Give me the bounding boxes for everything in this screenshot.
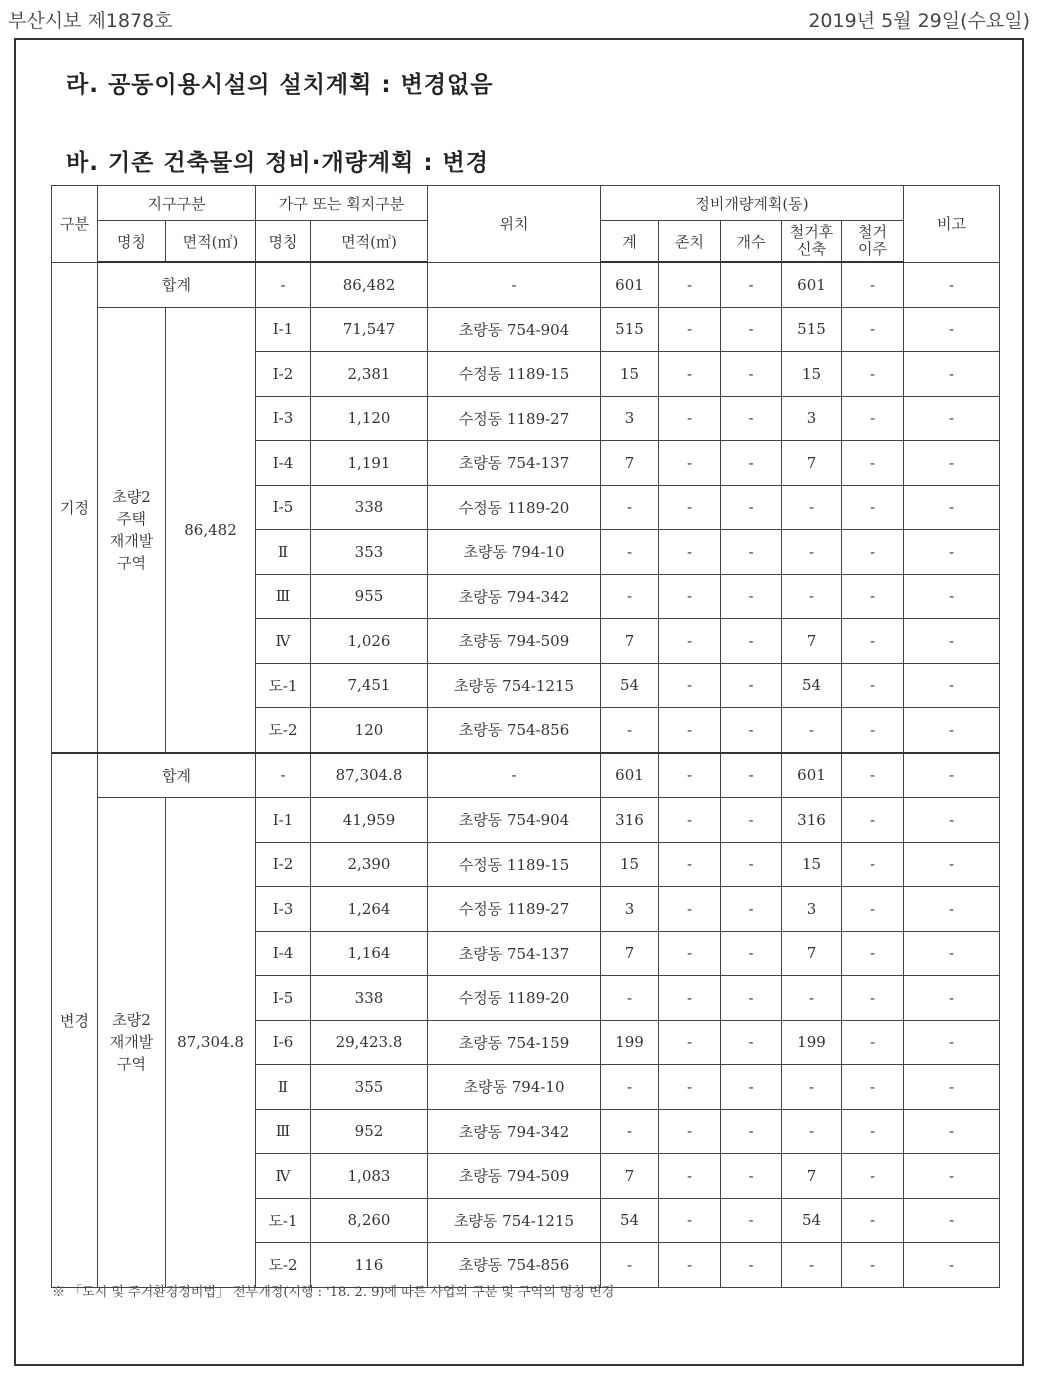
keep-cell: - <box>659 842 721 887</box>
district-name <box>98 307 166 753</box>
name-cell: Ⅰ-1 <box>256 798 311 843</box>
area-cell: 7,451 <box>311 663 428 708</box>
total-remark-cell: - <box>904 262 1000 307</box>
location-cell: 수정동 1189-20 <box>428 485 601 530</box>
move-cell: - <box>842 1020 904 1065</box>
area-cell: 1,083 <box>311 1154 428 1199</box>
district-name-line: 재개발 <box>109 1033 154 1052</box>
name-cell: 도-2 <box>256 708 311 753</box>
repair-cell: - <box>721 530 782 575</box>
remark-cell: - <box>904 1020 1000 1065</box>
name-cell: Ⅰ-1 <box>256 307 311 352</box>
area-cell: 355 <box>311 1065 428 1110</box>
repair-cell: - <box>721 307 782 352</box>
rebuild-cell: 7 <box>782 1154 842 1199</box>
district-name-line: 구역 <box>117 553 146 572</box>
repair-cell: - <box>721 1109 782 1154</box>
total-cell: - <box>601 1243 659 1288</box>
district-name-line: 주택 <box>117 509 146 528</box>
rebuild-cell: 7 <box>782 441 842 486</box>
name-cell: Ⅳ <box>256 1154 311 1199</box>
move-cell: - <box>842 1065 904 1110</box>
rebuild-cell: 54 <box>782 1198 842 1243</box>
total-cell: - <box>601 1065 659 1110</box>
remark-cell: - <box>904 931 1000 976</box>
keep-cell: - <box>659 1109 721 1154</box>
remark-cell: - <box>904 887 1000 932</box>
rebuild-cell: 199 <box>782 1020 842 1065</box>
name-cell: Ⅲ <box>256 574 311 619</box>
location-cell: 수정동 1189-15 <box>428 842 601 887</box>
total-cell: 7 <box>601 931 659 976</box>
rebuild-cell: 7 <box>782 931 842 976</box>
keep-cell: - <box>659 887 721 932</box>
name-cell: Ⅰ-6 <box>256 1020 311 1065</box>
header-location: 위치 <box>428 186 601 263</box>
location-cell: 초량동 754-137 <box>428 441 601 486</box>
move-cell: - <box>842 842 904 887</box>
total-total-cell: 601 <box>601 753 659 798</box>
table-row <box>52 307 1000 352</box>
name-cell: Ⅱ <box>256 530 311 575</box>
area-cell: 338 <box>311 485 428 530</box>
district-name-line: 재개발 <box>109 531 154 550</box>
total-cell: 7 <box>601 1154 659 1199</box>
location-cell: 초량동 794-10 <box>428 530 601 575</box>
remark-cell: - <box>904 352 1000 397</box>
name-cell: 도-2 <box>256 1243 311 1288</box>
area-cell: 955 <box>311 574 428 619</box>
district-name-line: 초량2 <box>112 487 151 506</box>
total-label: 합계 <box>98 753 256 798</box>
keep-cell: - <box>659 619 721 664</box>
area-cell: 1,264 <box>311 887 428 932</box>
repair-cell: - <box>721 574 782 619</box>
header-remark: 비고 <box>904 186 1000 263</box>
maintenance-plan-table <box>51 185 1000 1288</box>
move-cell: - <box>842 931 904 976</box>
remark-cell: - <box>904 574 1000 619</box>
district-name-line: 구역 <box>117 1055 146 1074</box>
header-jigu: 지구구분 <box>98 186 256 221</box>
repair-cell: - <box>721 887 782 932</box>
area-cell: 353 <box>311 530 428 575</box>
total-remark-cell: - <box>904 753 1000 798</box>
remark-cell: - <box>904 396 1000 441</box>
total-area-cell: 86,482 <box>311 262 428 307</box>
repair-cell: - <box>721 842 782 887</box>
location-cell: 수정동 1189-15 <box>428 352 601 397</box>
area-cell: 952 <box>311 1109 428 1154</box>
location-cell: 초량동 794-509 <box>428 619 601 664</box>
total-rebuild-cell: 601 <box>782 262 842 307</box>
table-row <box>52 798 1000 843</box>
header-gubun: 구분 <box>52 186 98 263</box>
location-cell: 수정동 1189-27 <box>428 887 601 932</box>
total-repair-cell: - <box>721 753 782 798</box>
total-cell: - <box>601 485 659 530</box>
move-cell: - <box>842 887 904 932</box>
header-plan-rebuild: 철거후 신축 <box>782 221 842 263</box>
rebuild-cell: - <box>782 574 842 619</box>
keep-cell: - <box>659 931 721 976</box>
rebuild-cell: 15 <box>782 842 842 887</box>
remark-cell: - <box>904 1065 1000 1110</box>
repair-cell: - <box>721 485 782 530</box>
repair-cell: - <box>721 619 782 664</box>
area-cell: 2,381 <box>311 352 428 397</box>
total-cell: 15 <box>601 352 659 397</box>
table-row <box>52 262 1000 307</box>
name-cell: Ⅲ <box>256 1109 311 1154</box>
header-plan: 정비개량계획(동) <box>601 186 904 221</box>
move-cell: - <box>842 485 904 530</box>
name-cell: Ⅰ-2 <box>256 352 311 397</box>
location-cell: 초량동 754-159 <box>428 1020 601 1065</box>
rebuild-cell: 316 <box>782 798 842 843</box>
location-cell: 초량동 754-904 <box>428 307 601 352</box>
district-area: 86,482 <box>166 307 256 753</box>
total-rebuild-cell: 601 <box>782 753 842 798</box>
name-cell: Ⅰ-3 <box>256 396 311 441</box>
move-cell: - <box>842 1154 904 1199</box>
repair-cell: - <box>721 976 782 1021</box>
total-cell: 15 <box>601 842 659 887</box>
move-cell: - <box>842 1198 904 1243</box>
total-cell: 515 <box>601 307 659 352</box>
move-cell: - <box>842 1243 904 1288</box>
area-cell: 71,547 <box>311 307 428 352</box>
area-cell: 29,423.8 <box>311 1020 428 1065</box>
keep-cell: - <box>659 976 721 1021</box>
move-cell: - <box>842 976 904 1021</box>
rebuild-cell: - <box>782 530 842 575</box>
keep-cell: - <box>659 1198 721 1243</box>
header-plan-move: 철거 이주 <box>842 221 904 263</box>
header-gagu-name: 명칭 <box>256 221 311 263</box>
total-cell: 3 <box>601 396 659 441</box>
remark-cell: - <box>904 842 1000 887</box>
keep-cell: - <box>659 1065 721 1110</box>
location-cell: 초량동 754-904 <box>428 798 601 843</box>
section-ba-title: 바. 기존 건축물의 정비·개량계획 : 변경 <box>66 150 489 176</box>
rebuild-cell: 7 <box>782 619 842 664</box>
name-cell: Ⅳ <box>256 619 311 664</box>
remark-cell: - <box>904 1243 1000 1288</box>
location-cell: 초량동 754-1215 <box>428 663 601 708</box>
district-name-line: 초량2 <box>112 1011 151 1030</box>
total-repair-cell: - <box>721 262 782 307</box>
total-location-cell: - <box>428 262 601 307</box>
remark-cell: - <box>904 307 1000 352</box>
header-jigu-name: 명칭 <box>98 221 166 263</box>
location-cell: 수정동 1189-27 <box>428 396 601 441</box>
name-cell: Ⅰ-5 <box>256 976 311 1021</box>
repair-cell: - <box>721 1065 782 1110</box>
table-body <box>52 262 1000 1287</box>
repair-cell: - <box>721 396 782 441</box>
total-cell: - <box>601 574 659 619</box>
total-keep-cell: - <box>659 753 721 798</box>
name-cell: Ⅰ-4 <box>256 931 311 976</box>
repair-cell: - <box>721 1243 782 1288</box>
section-ra-title: 라. 공동이용시설의 설치계획 : 변경없음 <box>66 72 494 98</box>
total-location-cell: - <box>428 753 601 798</box>
header-jigu-area: 면적(㎡) <box>166 221 256 263</box>
repair-cell: - <box>721 1020 782 1065</box>
keep-cell: - <box>659 307 721 352</box>
bulletin-issue: 부산시보 제1878호 <box>8 10 173 32</box>
move-cell: - <box>842 352 904 397</box>
total-name-cell: - <box>256 753 311 798</box>
rebuild-cell: 54 <box>782 663 842 708</box>
location-cell: 초량동 754-1215 <box>428 1198 601 1243</box>
remark-cell: - <box>904 1198 1000 1243</box>
total-move-cell: - <box>842 753 904 798</box>
location-cell: 초량동 754-856 <box>428 708 601 753</box>
move-cell: - <box>842 307 904 352</box>
repair-cell: - <box>721 798 782 843</box>
remark-cell: - <box>904 1154 1000 1199</box>
header-gagu-area: 면적(㎡) <box>311 221 428 263</box>
total-cell: - <box>601 708 659 753</box>
total-cell: 7 <box>601 619 659 664</box>
area-cell: 2,390 <box>311 842 428 887</box>
total-cell: 7 <box>601 441 659 486</box>
move-cell: - <box>842 708 904 753</box>
name-cell: Ⅰ-5 <box>256 485 311 530</box>
remark-cell: - <box>904 798 1000 843</box>
header-plan-keep: 존치 <box>659 221 721 263</box>
keep-cell: - <box>659 485 721 530</box>
move-cell: - <box>842 396 904 441</box>
keep-cell: - <box>659 574 721 619</box>
remark-cell: - <box>904 1109 1000 1154</box>
location-cell: 초량동 794-10 <box>428 1065 601 1110</box>
table-row <box>52 753 1000 798</box>
location-cell: 초량동 754-856 <box>428 1243 601 1288</box>
publish-date: 2019년 5월 29일(수요일) <box>808 10 1030 32</box>
keep-cell: - <box>659 530 721 575</box>
total-total-cell: 601 <box>601 262 659 307</box>
area-cell: 338 <box>311 976 428 1021</box>
total-label: 합계 <box>98 262 256 307</box>
remark-cell: - <box>904 976 1000 1021</box>
total-move-cell: - <box>842 262 904 307</box>
total-cell: - <box>601 976 659 1021</box>
repair-cell: - <box>721 1154 782 1199</box>
rebuild-cell: - <box>782 1243 842 1288</box>
rebuild-cell: 3 <box>782 396 842 441</box>
area-cell: 41,959 <box>311 798 428 843</box>
rebuild-cell: - <box>782 708 842 753</box>
rebuild-cell: - <box>782 976 842 1021</box>
keep-cell: - <box>659 1020 721 1065</box>
keep-cell: - <box>659 1243 721 1288</box>
location-cell: 수정동 1189-20 <box>428 976 601 1021</box>
remark-cell: - <box>904 485 1000 530</box>
move-cell: - <box>842 619 904 664</box>
rebuild-cell: 3 <box>782 887 842 932</box>
area-cell: 116 <box>311 1243 428 1288</box>
area-cell: 8,260 <box>311 1198 428 1243</box>
header-gagu: 가구 또는 획지구분 <box>256 186 428 221</box>
location-cell: 초량동 794-342 <box>428 574 601 619</box>
total-cell: 54 <box>601 663 659 708</box>
total-cell: - <box>601 530 659 575</box>
total-name-cell: - <box>256 262 311 307</box>
repair-cell: - <box>721 352 782 397</box>
move-cell: - <box>842 530 904 575</box>
location-cell: 초량동 754-137 <box>428 931 601 976</box>
group-label: 기정 <box>52 262 98 753</box>
rebuild-cell: 15 <box>782 352 842 397</box>
rebuild-cell: - <box>782 1109 842 1154</box>
keep-cell: - <box>659 441 721 486</box>
move-cell: - <box>842 1109 904 1154</box>
remark-cell: - <box>904 530 1000 575</box>
name-cell: Ⅰ-4 <box>256 441 311 486</box>
remark-cell: - <box>904 619 1000 664</box>
keep-cell: - <box>659 798 721 843</box>
remark-cell: - <box>904 663 1000 708</box>
rebuild-cell: - <box>782 1065 842 1110</box>
rebuild-cell: - <box>782 485 842 530</box>
total-cell: 3 <box>601 887 659 932</box>
repair-cell: - <box>721 663 782 708</box>
remark-cell: - <box>904 441 1000 486</box>
move-cell: - <box>842 798 904 843</box>
area-cell: 1,191 <box>311 441 428 486</box>
area-cell: 1,026 <box>311 619 428 664</box>
repair-cell: - <box>721 441 782 486</box>
move-cell: - <box>842 441 904 486</box>
remark-cell: - <box>904 708 1000 753</box>
area-cell: 120 <box>311 708 428 753</box>
district-name <box>98 798 166 1288</box>
total-cell: - <box>601 1109 659 1154</box>
area-cell: 1,120 <box>311 396 428 441</box>
header-plan-total: 계 <box>601 221 659 263</box>
move-cell: - <box>842 574 904 619</box>
location-cell: 초량동 794-509 <box>428 1154 601 1199</box>
area-cell: 1,164 <box>311 931 428 976</box>
district-area: 87,304.8 <box>166 798 256 1288</box>
repair-cell: - <box>721 1198 782 1243</box>
repair-cell: - <box>721 931 782 976</box>
location-cell: 초량동 794-342 <box>428 1109 601 1154</box>
name-cell: Ⅰ-2 <box>256 842 311 887</box>
keep-cell: - <box>659 663 721 708</box>
header-plan-repair: 개수 <box>721 221 782 263</box>
total-cell: 316 <box>601 798 659 843</box>
group-label: 변경 <box>52 753 98 1288</box>
keep-cell: - <box>659 396 721 441</box>
total-area-cell: 87,304.8 <box>311 753 428 798</box>
move-cell: - <box>842 663 904 708</box>
name-cell: Ⅰ-3 <box>256 887 311 932</box>
name-cell: 도-1 <box>256 663 311 708</box>
total-cell: 54 <box>601 1198 659 1243</box>
name-cell: 도-1 <box>256 1198 311 1243</box>
keep-cell: - <box>659 1154 721 1199</box>
repair-cell: - <box>721 708 782 753</box>
total-cell: 199 <box>601 1020 659 1065</box>
keep-cell: - <box>659 708 721 753</box>
total-keep-cell: - <box>659 262 721 307</box>
keep-cell: - <box>659 352 721 397</box>
footnote: ※ 「도시 및 주거환경정비법」 전부개정(시행 : '18. 2. 9)에 따른 사업의 구분 및 구역의 명칭 변경 <box>52 1285 615 1300</box>
name-cell: Ⅱ <box>256 1065 311 1110</box>
rebuild-cell: 515 <box>782 307 842 352</box>
